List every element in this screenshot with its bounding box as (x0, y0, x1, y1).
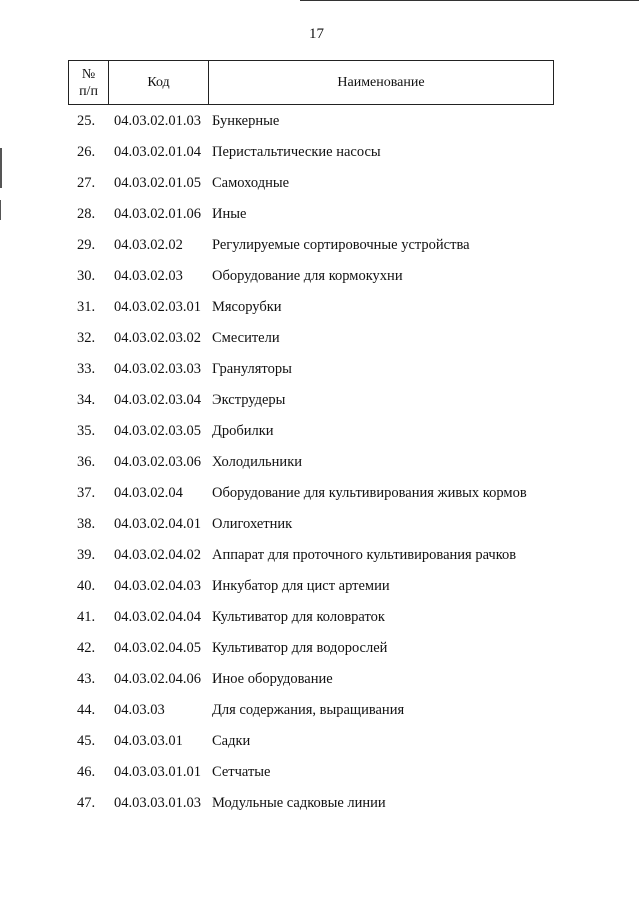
table-row (0, 479, 639, 510)
row-name: Инкубатор для цист артемии (212, 578, 390, 594)
table-row (0, 603, 639, 634)
row-number: 30. (77, 268, 96, 284)
row-number: 47. (77, 795, 96, 811)
row-number: 38. (77, 516, 96, 532)
row-number: 44. (77, 702, 96, 718)
row-code: 04.03.02.03.04 (114, 392, 201, 408)
table-row (0, 417, 639, 448)
table-body (0, 107, 639, 820)
row-code: 04.03.03.01.01 (114, 764, 201, 780)
table-row (0, 293, 639, 324)
table-row (0, 324, 639, 355)
row-code: 04.03.02.03.05 (114, 423, 201, 439)
table-row (0, 386, 639, 417)
table-row (0, 572, 639, 603)
row-name: Смесители (212, 330, 280, 346)
row-code: 04.03.02.03.01 (114, 299, 201, 315)
row-code: 04.03.02.04.05 (114, 640, 201, 656)
row-name: Дробилки (212, 423, 274, 439)
row-number: 31. (77, 299, 96, 315)
table-row (0, 169, 639, 200)
row-name: Регулируемые сортировочные устройства (212, 237, 470, 253)
row-code: 04.03.02.03.02 (114, 330, 201, 346)
table-row (0, 789, 639, 820)
row-code: 04.03.02.04 (114, 485, 183, 501)
row-code: 04.03.03 (114, 702, 165, 718)
row-code: 04.03.03.01.03 (114, 795, 201, 811)
row-code: 04.03.02.03 (114, 268, 183, 284)
row-code: 04.03.02.03.06 (114, 454, 201, 470)
row-number: 40. (77, 578, 96, 594)
row-code: 04.03.02.01.03 (114, 113, 201, 129)
table-row (0, 200, 639, 231)
table-header (68, 60, 554, 105)
row-name: Грануляторы (212, 361, 292, 377)
table-row (0, 665, 639, 696)
row-name: Холодильники (212, 454, 302, 470)
row-code: 04.03.02.01.06 (114, 206, 201, 222)
table-row (0, 262, 639, 293)
header-number (69, 61, 109, 104)
row-name: Оборудование для кормокухни (212, 268, 403, 284)
table-row (0, 138, 639, 169)
row-number: 42. (77, 640, 96, 656)
row-number: 27. (77, 175, 96, 191)
row-code: 04.03.02.04.06 (114, 671, 201, 687)
row-number: 46. (77, 764, 96, 780)
row-name: Аппарат для проточного культивирования рачков (212, 547, 517, 563)
row-name: Олигохетник (212, 516, 293, 532)
row-code: 04.03.02.04.04 (114, 609, 201, 625)
page-number: 17 (309, 26, 324, 42)
row-code: 04.03.03.01 (114, 733, 183, 749)
row-name: Модульные садковые линии (212, 795, 386, 811)
row-number: 39. (77, 547, 96, 563)
row-number: 29. (77, 237, 96, 253)
row-name: Перистальтические насосы (212, 144, 381, 160)
table-row (0, 696, 639, 727)
row-name: Культиватор для коловраток (212, 609, 385, 625)
row-number: 26. (77, 144, 96, 160)
row-name: Сетчатые (212, 764, 271, 780)
row-number: 35. (77, 423, 96, 439)
row-name: Иные (212, 206, 247, 222)
row-number: 45. (77, 733, 96, 749)
row-name: Оборудование для культивирования живых кормов (212, 485, 527, 501)
row-code: 04.03.02.04.02 (114, 547, 201, 563)
table-row (0, 758, 639, 789)
row-number: 43. (77, 671, 96, 687)
row-number: 34. (77, 392, 96, 408)
table-row (0, 634, 639, 665)
row-code: 04.03.02.01.05 (114, 175, 201, 191)
row-code: 04.03.02.01.04 (114, 144, 201, 160)
table-row (0, 231, 639, 262)
row-name: Иное оборудование (212, 671, 333, 687)
table-row (0, 727, 639, 758)
row-code: 04.03.02.04.01 (114, 516, 201, 532)
row-name: Бункерные (212, 113, 280, 129)
header-number-symbol: № (81, 66, 96, 82)
header-code: Код (109, 61, 209, 104)
top-scan-rule (300, 0, 639, 1)
row-number: 41. (77, 609, 96, 625)
row-code: 04.03.02.03.03 (114, 361, 201, 377)
table-row (0, 448, 639, 479)
row-name: Мясорубки (212, 299, 282, 315)
row-number: 33. (77, 361, 96, 377)
header-name: Наименование (337, 75, 425, 90)
row-name: Для содержания, выращивания (212, 702, 405, 718)
row-name: Самоходные (212, 175, 290, 191)
table-row (0, 510, 639, 541)
row-number: 28. (77, 206, 96, 222)
row-code: 04.03.02.02 (114, 237, 183, 253)
row-code: 04.03.02.04.03 (114, 578, 201, 594)
row-number: 37. (77, 485, 96, 501)
row-number: 25. (77, 113, 96, 129)
header-number-abbrev: п/п (79, 83, 98, 99)
table-row (0, 107, 639, 138)
table-row (0, 541, 639, 572)
row-number: 36. (77, 454, 96, 470)
row-name: Садки (212, 733, 251, 749)
row-number: 32. (77, 330, 96, 346)
row-name: Экструдеры (212, 392, 286, 408)
row-name: Культиватор для водорослей (212, 640, 388, 656)
table-row (0, 355, 639, 386)
